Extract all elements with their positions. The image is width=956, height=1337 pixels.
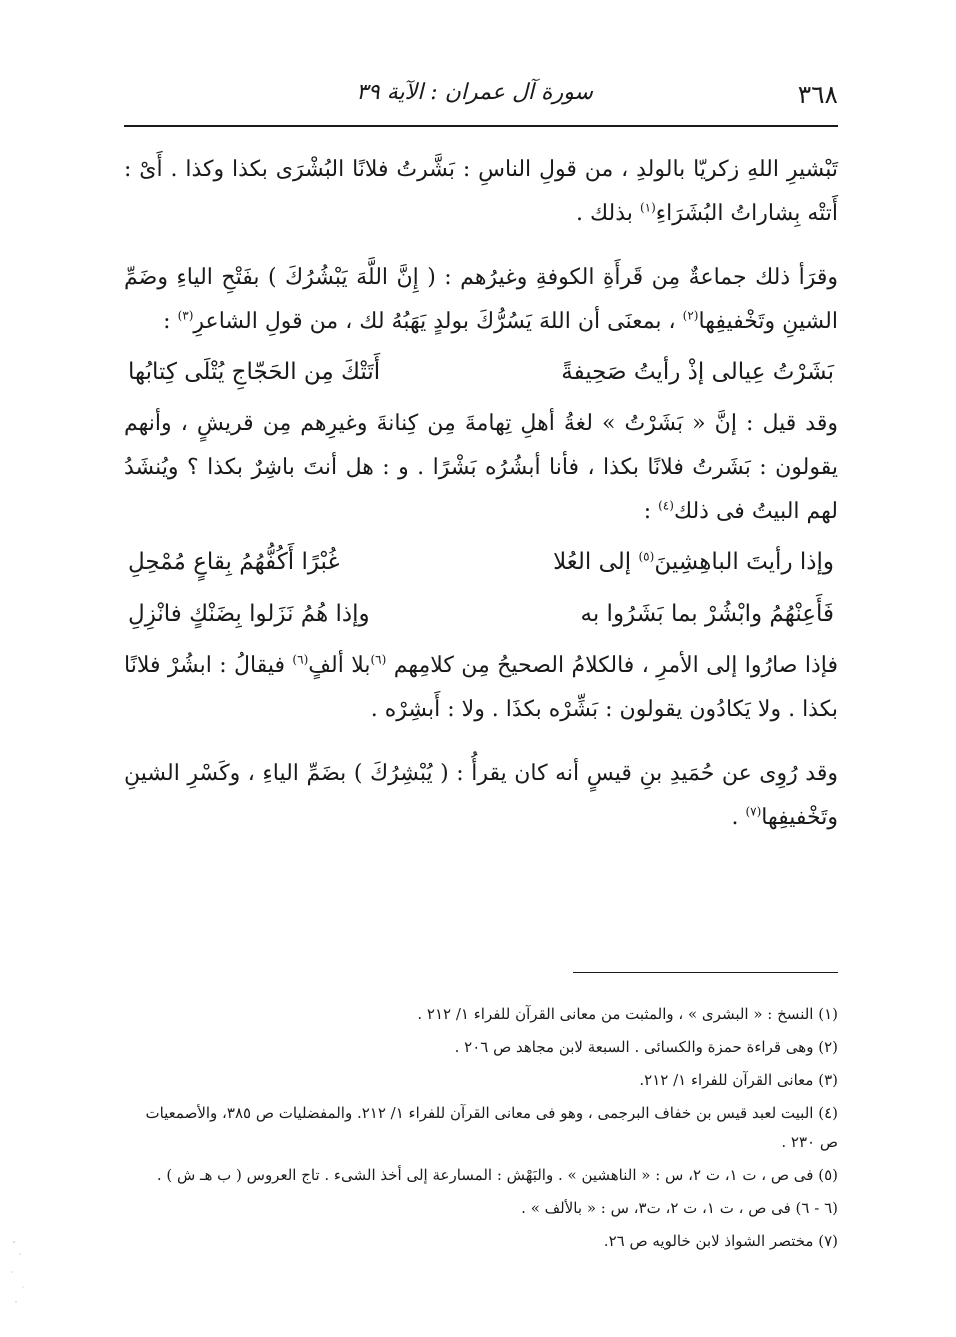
- verse-3-second-hemistich: وإذا هُمُ نَزَلوا بِضَنْكٍ فانْزِلِ: [128, 601, 370, 627]
- paragraph-3-text: وقد قيل : إنَّ « بَشَرْتُ » لغةُ أهلِ تِهامةَ مِن كِنانةَ وغيرِهم مِن قريشٍ ، وأنهم يقولون : بَشَرتُ فلانًا بكذا ، فأنا أبشُرُه بَشْرًا . و : هل أنتَ باشِرٌ بكذا ؟ ويُنشَدُ لهم البيتُ فى ذلك: [124, 411, 838, 524]
- paragraph-1-text: تَبْشيرِ اللهِ زكريّا بالولدِ ، من قولِ الناسِ : بَشَّرتُ فلانًا البُشْرَى بكذا وكذا . أَىْ : أَتتْه بِشاراتُ البُشَرَاءِ: [124, 157, 838, 226]
- verse-2: [124, 540, 838, 584]
- footnote-5: (٥) فى ص ، ت ١، ت ٢، س : « الناهشين » . والبَهْش : المسارعة إلى أخذ الشىء . تاج العروس ( ب هـ ش ) .: [156, 1166, 838, 1184]
- verse-1-first-hemistich: بَشَرْتُ عِيالى إذْ رأيتُ صَحِيفةً: [561, 359, 834, 385]
- running-title: سورة آل عمران : الآية ٣٩: [356, 80, 593, 105]
- paragraph-2-mid: ، بمعنَى أن اللهَ يَسُرُّكَ بولدٍ يَهَبُهُ لك ، من قولِ الشاعرِ: [193, 309, 676, 334]
- paragraph-5-text: وقد رُوِى عن حُمَيدِ بنِ قيسٍ أنه كان يقرأُ : ( يُبْشِرُكَ ) بضَمِّ الياءِ ، وكَسْرِ الشينِ وتَخْفيفِها: [124, 761, 838, 830]
- paragraph-4-end: فيقالُ : ابشُرْ فلانًا بكذا . ولا يَكادُون يقولون : بَشِّرْه بكذَا . ولا : أَبشِرْه .: [124, 653, 838, 722]
- verse-2-first-text: وإذا رأيتَ الباهِشِينَ: [654, 549, 834, 575]
- footnote-ref-5: (٥): [638, 549, 655, 564]
- footnote-ref-6b: (٦): [292, 652, 309, 667]
- verse-1-second-hemistich: أَتَتْكَ مِن الحَجّاجِ يُتْلَى كِتابُها: [128, 359, 381, 385]
- footnote-6: (٦ - ٦) فى ص ، ت ١، ت ٢، ت٣، س : « بالألف » .: [521, 1199, 838, 1217]
- paragraph-1-end: بذلك .: [576, 201, 633, 226]
- footnote-2: (٢) وهى قراءة حمزة والكسائى . السبعة لابن مجاهد ص ٢٠٦ .: [454, 1038, 838, 1056]
- footnote-3: (٣) معانى القرآن للفراء ١/ ٢١٢.: [639, 1071, 838, 1089]
- verse-2-second-hemistich: غُبْرًا أَكُفُّهُمُ بِقاعٍ مُمْحِلِ: [128, 549, 340, 575]
- footnote-ref-3: (٣): [177, 308, 194, 323]
- paragraph-4: [124, 644, 838, 732]
- paragraph-3-end: :: [643, 499, 652, 524]
- footnote-1: (١) النسخ : « البشرى » ، والمثبت من معانى القرآن للفراء ١/ ٢١٢ .: [417, 1005, 838, 1023]
- verse-3-first-hemistich: فَأَعِنْهُمُ وابْشُرْ بما بَشَرُوا به: [580, 601, 834, 627]
- footnote-4: (٤) البيت لعبد قيس بن خفاف البرجمى ، وهو فى معانى القرآن للفراء ١/ ٢١٢. والمفضليات ص ٣٨٥، والأصمعيات ص ٢٣٠ .: [145, 1104, 838, 1151]
- footnote-ref-7: (٧): [745, 804, 762, 819]
- paragraph-1: [124, 148, 838, 236]
- paragraph-2-text: وقرَأ ذلك جماعةٌ مِن قَرأَةِ الكوفةِ وغيرُهم : ( إِنَّ اللَّهَ يَبْشُرُكَ ) بفَتْحِ الياءِ وضَمِّ الشينِ وتَخْفيفِها: [124, 265, 838, 334]
- paragraph-4-mid: بلا ألفٍ: [308, 653, 371, 678]
- page-number: ٣٦٨: [797, 80, 838, 109]
- main-text: [124, 148, 838, 860]
- paragraph-5-end: .: [731, 805, 739, 830]
- header-rule: [124, 125, 838, 127]
- footnote-ref-2: (٢): [682, 308, 699, 323]
- page-header: [124, 80, 838, 116]
- verse-2-first-end: إلى العُلا: [553, 549, 632, 575]
- footnotes: [124, 1000, 838, 1260]
- footnote-rule: [573, 972, 838, 973]
- paragraph-5: [124, 752, 838, 840]
- paragraph-2: [124, 256, 838, 344]
- paragraph-2-end: :: [163, 309, 171, 334]
- scan-margin-specks: [8, 1232, 48, 1312]
- footnote-ref-4: (٤): [658, 498, 674, 513]
- footnote-7: (٧) مختصر الشواذ لابن خالويه ص ٢٦.: [603, 1232, 838, 1250]
- verse-1: [124, 350, 838, 394]
- footnote-ref-6a: (٦): [370, 652, 387, 667]
- verse-2-first-hemistich: [553, 540, 834, 584]
- footnote-ref-1: (١): [639, 200, 656, 215]
- paragraph-3: [124, 402, 838, 534]
- verse-3: [124, 592, 838, 636]
- paragraph-4-text: فإذا صارُوا إلى الأمرِ ، فالكلامُ الصحيحُ مِن كلامِهم: [393, 653, 838, 678]
